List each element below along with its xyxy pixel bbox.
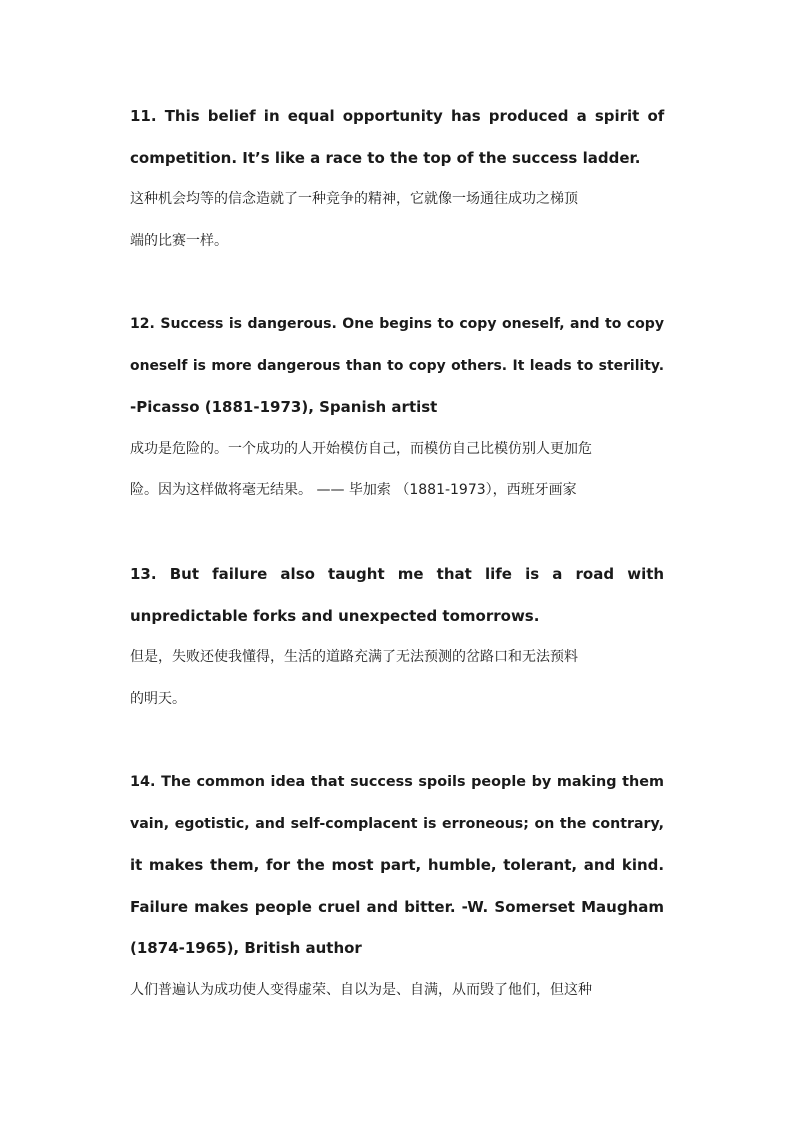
english-quote <box>130 96 664 179</box>
english-line: vain, egotistic, and self-complacent is erroneous; on the contrary, <box>130 815 664 832</box>
chinese-line: 但是，失败还使我懂得，生活的道路充满了无法预测的岔路口和无法预料 <box>130 649 578 666</box>
english-line: it makes them, for the most part, humble, tolerant, and kind. <box>130 856 665 875</box>
english-quote <box>130 304 664 429</box>
quote-entry-12 <box>130 304 664 512</box>
english-line: -Picasso (1881-1973), Spanish artist <box>130 398 438 417</box>
english-quote <box>130 554 664 637</box>
english-line: 12. Success is dangerous. One begins to copy oneself, and to copy <box>130 316 664 332</box>
english-line: oneself is more dangerous than to copy others. It leads to sterility. <box>130 357 664 374</box>
chinese-translation <box>130 429 664 512</box>
english-line: 13. But failure also taught me that life is a road with <box>130 565 665 583</box>
chinese-translation <box>130 179 664 262</box>
chinese-translation <box>130 637 664 720</box>
english-line: competition. It’s like a race to the top of the success ladder. <box>130 148 641 167</box>
chinese-line: 险。因为这样做将毫无结果。 —— 毕加索 （1881-1973），西班牙画家 <box>130 482 577 499</box>
english-line: (1874-1965), British author <box>130 939 362 958</box>
english-quote <box>130 762 664 970</box>
english-line: Failure makes people cruel and bitter. -W. Somerset Maugham <box>130 897 664 916</box>
chinese-translation <box>130 970 664 1012</box>
quote-entry-14 <box>130 762 664 1012</box>
chinese-line: 端的比赛一样。 <box>130 232 228 249</box>
chinese-line: 人们普遍认为成功使人变得虚荣、自以为是、自满，从而毁了他们，但这种 <box>130 981 592 998</box>
english-line: unpredictable forks and unexpected tomorrows. <box>130 606 540 625</box>
chinese-line: 这种机会均等的信念造就了一种竞争的精神，它就像一场通往成功之梯顶 <box>130 191 578 208</box>
chinese-line: 的明天。 <box>130 690 186 707</box>
quote-entry-13 <box>130 554 664 720</box>
english-line: 11. This belief in equal opportunity has produced a spirit of <box>130 107 665 125</box>
quote-entry-11 <box>130 96 664 262</box>
chinese-line: 成功是危险的。一个成功的人开始模仿自己，而模仿自己比模仿别人更加危 <box>130 440 592 457</box>
english-line: 14. The common idea that success spoils people by making them <box>130 774 664 790</box>
